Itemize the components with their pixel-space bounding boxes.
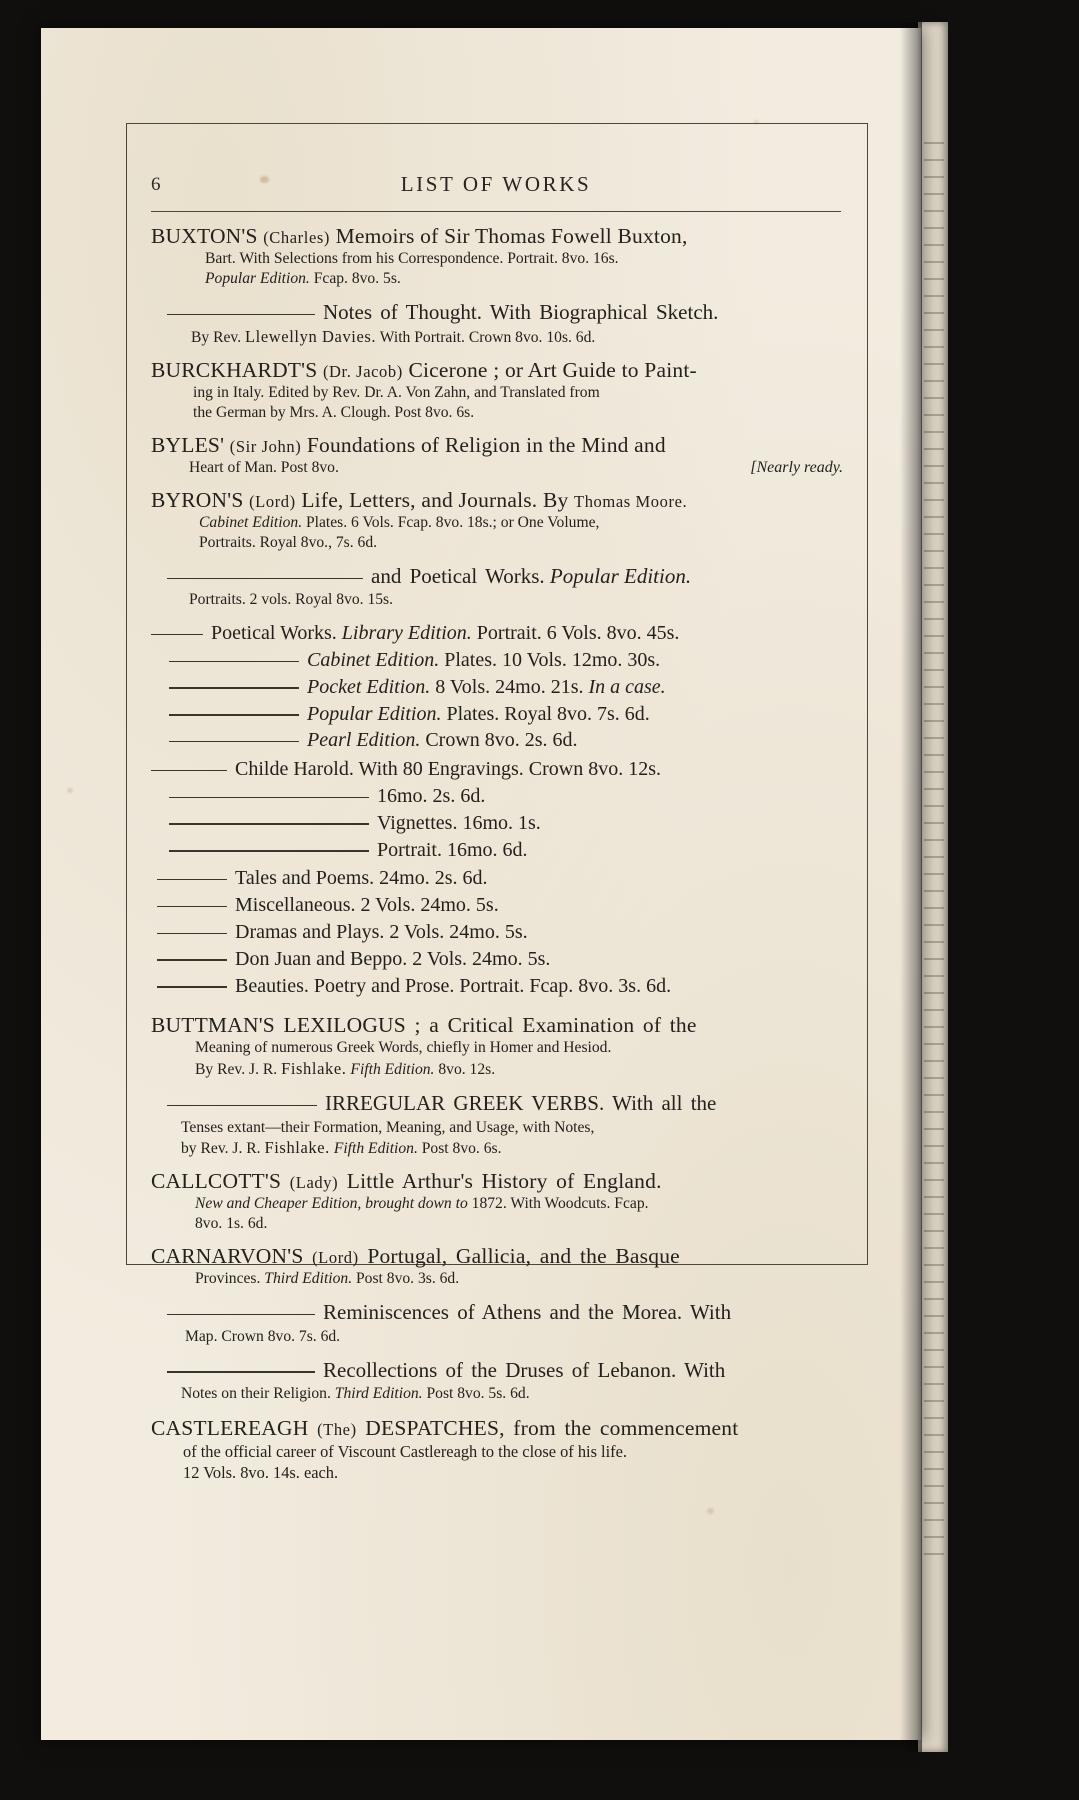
list-item [151, 1013, 843, 1080]
em-dash-rule [169, 850, 369, 851]
list-item [151, 1299, 843, 1346]
entry-heading: CALLCOTT'S (Lady) Little Arthur's History of England. [151, 1169, 662, 1194]
list-item: Cabinet Edition. Plates. 10 Vols. 12mo. 30s. [151, 647, 843, 674]
list-item [151, 433, 843, 478]
list-item [151, 1244, 843, 1289]
entry-detail: Tenses extant—their Formation, Meaning, and Usage, with Notes, by Rev. J. R. Fishlake. Fifth Edition. Post 8vo. 6s. [181, 1118, 595, 1158]
entry-detail: Provinces. Third Edition. Post 8vo. 3s. 6d. [195, 1270, 460, 1288]
em-dash-rule [151, 770, 227, 771]
em-dash-rule [169, 823, 369, 824]
list-item: Pearl Edition. Crown 8vo. 2s. 6d. [151, 727, 843, 754]
adjacent-page-text-lines [924, 142, 944, 1562]
catalogue-entries [151, 224, 843, 1487]
list-item [151, 1090, 843, 1159]
page-header [126, 168, 866, 212]
book-page [41, 28, 921, 1740]
entry-heading: BYLES' (Sir John) Foundations of Religion in the Mind and [151, 433, 666, 458]
foxing-spot [707, 1508, 714, 1514]
entry-detail: Cabinet Edition. Plates. 6 Vols. Fcap. 8vo. 18s.; or One Volume, Portraits. Royal 8vo., 7s. 6d. [199, 514, 600, 551]
availability-note: [Nearly ready. [750, 459, 843, 477]
entry-detail: Map. Crown 8vo. 7s. 6d. [185, 1327, 341, 1345]
adjacent-page-edge [918, 22, 948, 1752]
list-item [151, 299, 843, 348]
list-item [151, 488, 843, 553]
entry-detail: Meaning of numerous Greek Words, chiefly in Homer and Hesiod. By Rev. J. R. Fishlake. Fifth Edition. 8vo. 12s. [195, 1039, 612, 1079]
list-item: 16mo. 2s. 6d. [151, 783, 843, 810]
entry-detail: ing in Italy. Edited by Rev. Dr. A. Von Zahn, and Translated from the German by Mrs. A. Clough. Post 8vo. 6s. [193, 384, 600, 422]
entry-heading: CARNARVON'S (Lord) Portugal, Gallicia, and the Basque [151, 1244, 680, 1269]
list-item: Don Juan and Beppo. 2 Vols. 24mo. 5s. [151, 946, 843, 973]
entry-heading: IRREGULAR GREEK VERBS. With all the [151, 1090, 843, 1117]
em-dash-rule [157, 959, 227, 960]
list-item [151, 1357, 843, 1404]
header-rule [151, 211, 841, 212]
list-item [151, 1169, 843, 1234]
list-item: Portrait. 16mo. 6d. [151, 837, 843, 864]
em-dash-rule [157, 879, 227, 880]
em-dash-rule [169, 741, 299, 742]
list-item [151, 1416, 843, 1483]
list-item: Childe Harold. With 80 Engravings. Crown 8vo. 12s. [151, 756, 843, 783]
entry-heading: BYRON'S (Lord) Life, Letters, and Journals. By Thomas Moore. [151, 488, 688, 513]
list-item: Tales and Poems. 24mo. 2s. 6d. [151, 865, 843, 892]
em-dash-rule [169, 661, 299, 662]
entry-heading: Notes of Thought. With Biographical Sketch. [151, 299, 843, 326]
em-dash-rule [157, 986, 227, 987]
em-dash-rule [151, 634, 203, 635]
entry-detail: Portraits. 2 vols. Royal 8vo. 15s. [189, 591, 394, 609]
em-dash-rule [167, 314, 315, 315]
entry-heading: BURCKHARDT'S (Dr. Jacob) Cicerone ; or Art Guide to Paint- [151, 358, 697, 383]
entry-detail: Notes on their Religion. Third Edition. Post 8vo. 5s. 6d. [181, 1384, 530, 1402]
em-dash-rule [167, 578, 363, 579]
list-item [151, 358, 843, 423]
list-item: Poetical Works. Library Edition. Portrait. 6 Vols. 8vo. 45s. [151, 620, 843, 647]
list-item: Popular Edition. Plates. Royal 8vo. 7s. 6d. [151, 701, 843, 728]
page-number: 6 [151, 174, 161, 195]
entry-detail: of the official career of Viscount Castlereagh to the close of his life. 12 Vols. 8vo. 14s. each. [183, 1441, 627, 1482]
list-item: Vignettes. 16mo. 1s. [151, 810, 843, 837]
list-item [151, 563, 843, 610]
em-dash-rule [169, 687, 299, 688]
entry-heading: Reminiscences of Athens and the Morea. With [151, 1299, 843, 1326]
entry-detail: By Rev. Llewellyn Davies. With Portrait. Crown 8vo. 10s. 6d. [191, 327, 596, 347]
em-dash-rule [167, 1314, 315, 1315]
entry-detail: [Nearly ready. Heart of Man. Post 8vo. [151, 458, 843, 478]
em-dash-rule [157, 933, 227, 934]
sub-entry-group [151, 620, 843, 999]
em-dash-rule [167, 1105, 317, 1106]
entry-heading: BUTTMAN'S LEXILOGUS ; a Critical Examination of the [151, 1013, 697, 1038]
entry-heading: Recollections of the Druses of Lebanon. With [151, 1357, 843, 1384]
list-item: Miscellaneous. 2 Vols. 24mo. 5s. [151, 892, 843, 919]
entry-detail: Bart. With Selections from his Correspondence. Portrait. 8vo. 16s. Popular Edition. Fcap. 8vo. 5s. [205, 250, 619, 287]
entry-detail: New and Cheaper Edition, brought down to 1872. With Woodcuts. Fcap. 8vo. 1s. 6d. [195, 1195, 649, 1233]
running-title: LIST OF WORKS [400, 172, 592, 196]
entry-heading: BUXTON'S (Charles) Memoirs of Sir Thomas Fowell Buxton, [151, 224, 688, 248]
list-item: Pocket Edition. 8 Vols. 24mo. 21s. In a case. [151, 674, 843, 701]
foxing-spot [67, 788, 73, 793]
list-item: Beauties. Poetry and Prose. Portrait. Fcap. 8vo. 3s. 6d. [151, 973, 843, 1000]
list-item: Dramas and Plays. 2 Vols. 24mo. 5s. [151, 919, 843, 946]
em-dash-rule [167, 1371, 315, 1372]
em-dash-rule [169, 797, 369, 798]
list-item [151, 224, 843, 289]
em-dash-rule [157, 906, 227, 907]
em-dash-rule [169, 714, 299, 715]
entry-heading: CASTLEREAGH (The) DESPATCHES, from the commencement [151, 1415, 739, 1440]
book-gutter-shadow [900, 22, 922, 1752]
entry-heading: and Poetical Works. Popular Edition. [151, 563, 843, 590]
